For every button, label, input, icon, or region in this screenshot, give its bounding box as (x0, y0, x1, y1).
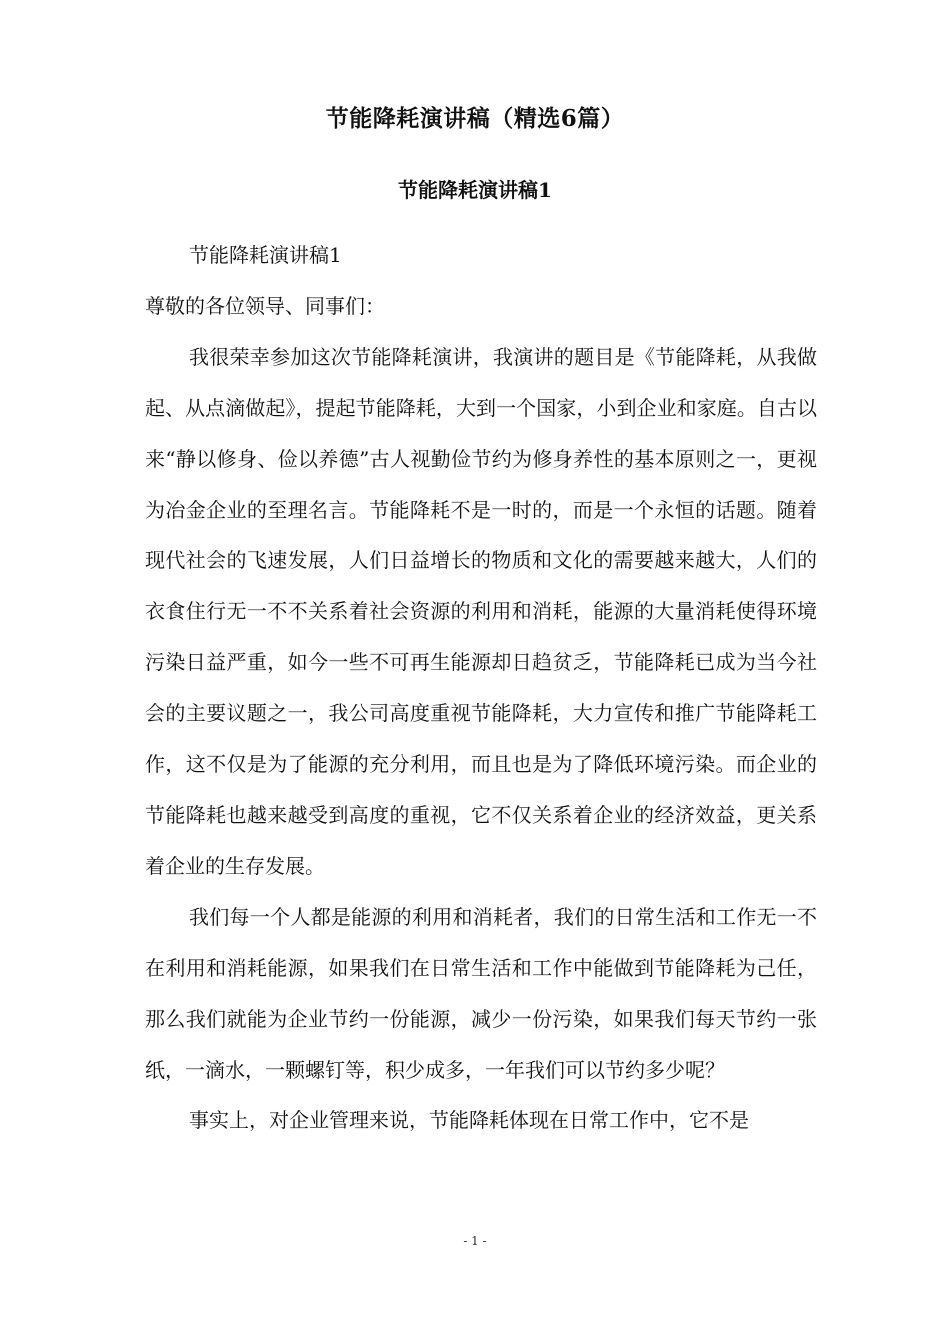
paragraph-salutation: 尊敬的各位领导、同事们： (145, 293, 385, 318)
paragraph: 我们每一个人都是能源的利用和消耗者，我们的日常生活和工作无一不在利用和消耗能源，如果我们在日常生活和工作中能做到节能降耗为己任，那么我们就能为企业节约一份能源，减少一份污染，如果我们每天节约一张纸，一滴水，一颗螺钉等，积少成多，一年我们可以节约多少呢？ (145, 904, 817, 1082)
paragraph-heading: 节能降耗演讲稿1 (189, 243, 342, 267)
paragraph: 事实上，对企业管理来说，节能降耗体现在日常工作中，它不是 (189, 1108, 749, 1133)
document-body (145, 230, 817, 1146)
paragraph: 我很荣幸参加这次节能降耗演讲，我演讲的题目是《节能降耗，从我做起、从点滴做起》，提起节能降耗，大到一个国家，小到企业和家庭。自古以来“静以修身、俭以养德”古人视勤俭节约为修身养性的基本原则之一，更视为冶金企业的至理名言。节能降耗不是一时的，而是一个永恒的话题。随着现代社会的飞速发展，人们日益增长的物质和文化的需要越来越大，人们的衣食住行无一不不关系着社会资源的利用和消耗，能源的大量消耗使得环境污染日益严重，如今一些不可再生能源却日趋贫乏，节能降耗已成为当今社会的主要议题之一，我公司高度重视节能降耗，大力宣传和推广节能降耗工作，这不仅是为了能源的充分利用，而且也是为了降低环境污染。而企业的节能降耗也越来越受到高度的重视，它不仅关系着企业的经济效益，更关系着企业的生存发展。 (145, 344, 817, 878)
section-title: 节能降耗演讲稿1 (398, 178, 552, 202)
document-title: 节能降耗演讲稿（精选6篇） (325, 105, 625, 132)
page-number: - 1 - (463, 1234, 487, 1248)
